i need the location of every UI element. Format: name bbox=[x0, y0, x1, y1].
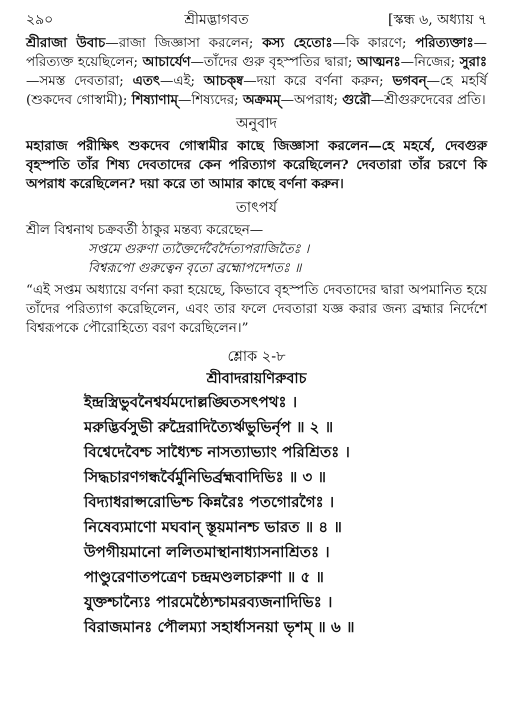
synonym-meaning: তাঁদের গুরু বৃহস্পতির দ্বারা; bbox=[203, 55, 353, 70]
synonym-meaning: হে মহর্ষি (শুকদেব গোস্বামী); bbox=[26, 74, 488, 108]
sloka-line: ইন্দ্রস্ত্রিভুবনৈশ্বর্যমদোল্লঙ্ঘিতসৎপথঃ । bbox=[84, 393, 298, 411]
synonym-term: আচক্ষ্ব bbox=[203, 73, 244, 89]
synonym-meaning: দয়া করে বর্ণনা করুন; bbox=[256, 74, 384, 89]
translation-text: মহারাজ পরীক্ষিৎ শুকদেব গোস্বামীর কাছে জিজ্ঞাসা করলেন—হে মহর্ষে, দেবগুরু বৃহস্পতি তাঁর শিষ্য দেবতাদের কেন পরিত্যাগ করেছিলেন? দেবতারা তাঁর চরণে কি অপরাধ করেছিলেন? দয়া করে তা আমার কাছে বর্ণনা করুন। bbox=[26, 138, 487, 192]
sloka-line: মরুদ্ভির্বসুভী রুদ্রৈরাদিত্যৈর্ঋভুভির্নৃপ ॥ ২ ॥ bbox=[84, 418, 334, 436]
synonym-term: অক্রমম্ bbox=[242, 92, 281, 108]
purport-quoted-verse bbox=[88, 240, 487, 278]
sloka-line: বিশ্বেদেবৈশ্চ সাধ্যৈশ্চ নাসত্যাভ্যাং পরিশ্রিতঃ । bbox=[84, 443, 350, 461]
synonym-meaning: এই; bbox=[173, 74, 196, 89]
synonym-meaning: শিষ্যদের; bbox=[191, 93, 239, 108]
synonym-term: শ্রীরাজা উবাচ bbox=[26, 35, 106, 51]
sloka-line: যুক্তশ্চান্যৈঃ পারমেষ্ঠ্যৈশ্চামরব্যজনাদিভিঃ । bbox=[84, 593, 333, 611]
synonym-meaning: রাজা জিজ্ঞাসা করলেন; bbox=[118, 36, 254, 51]
synonym-meaning: নিজের; bbox=[414, 55, 456, 70]
synonym-term: গুরৌ bbox=[342, 92, 371, 108]
sloka-number: শ্লোক ২-৮ bbox=[227, 349, 286, 365]
synonym-meaning: শ্রীগুরুদেবের প্রতি। bbox=[384, 93, 486, 108]
sloka-verses bbox=[26, 390, 487, 640]
canto-chapter-label: [স্কন্ধ ৬, অধ্যায় ৭ bbox=[388, 12, 487, 28]
synonym-term: আচার্যেণ bbox=[142, 54, 191, 70]
synonym-term: ভগবন্ bbox=[392, 73, 427, 89]
purport-heading: তাৎপর্য bbox=[235, 200, 278, 216]
synonym-term: শিষ্যাণাম্ bbox=[131, 92, 178, 108]
synonym-term: আত্মনঃ bbox=[357, 54, 401, 70]
synonym-term: এতৎ bbox=[132, 73, 160, 89]
synonym-meaning: পরিত্যক্ত হয়েছিলেন; bbox=[26, 55, 138, 70]
sloka-speaker: শ্রীবাদরায়ণিরুবাচ bbox=[206, 370, 307, 387]
sloka-line: সিদ্ধচারণগন্ধর্বৈর্মুনিভির্ব্রহ্মবাদিভিঃ ॥ ৩ ॥ bbox=[84, 468, 326, 486]
sloka-line: বিরাজমানঃ পৌলম্যা সহার্ধাসনয়া ভৃশম্ ॥ ৬ ॥ bbox=[84, 618, 355, 636]
synonym-meaning: সমস্ত দেবতারা; bbox=[39, 74, 124, 89]
purport-text: “এই সপ্তম অধ্যায়ে বর্ণনা করা হয়েছে, কিভাবে বৃহস্পতি দেবতাদের দ্বারা অপমানিত হয়ে তাঁদের পরিত্যাগ করেছিলেন, এবং তার ফলে দেবতারা যজ্ঞ করার জন্য ব্রহ্মার নির্দেশে বিশ্বরূপকে পৌরোহিত্যে বরণ করেছিলেন।” bbox=[26, 283, 487, 336]
sloka-line: পাণ্ডুরেণাতপত্রেণ চন্দ্রমণ্ডলচারুণা ॥ ৫ ॥ bbox=[84, 568, 324, 586]
translation-heading: অনুবাদ bbox=[235, 116, 278, 132]
page-number: ২৯০ bbox=[26, 12, 54, 28]
synonym-meaning: কি কারণে; bbox=[345, 36, 407, 51]
synonym-meaning: অপরাধ; bbox=[294, 93, 338, 108]
sloka-line: বিদ্যাধরাপ্সরোভিশ্চ কিন্নরৈঃ পতগোরগৈঃ । bbox=[84, 493, 335, 511]
sloka-line: উপগীয়মানো ললিতমাস্থানাধ্যাসনাশ্রিতঃ । bbox=[84, 543, 330, 561]
synonym-term: পরিত্যক্তাঃ bbox=[415, 35, 474, 51]
quoted-verse-line: বিশ্বরূপো গুরুত্বেন বৃতো ব্রহ্মোপদেশতঃ ॥ bbox=[88, 261, 302, 276]
quoted-verse-line: সপ্তমে গুরুণা ত্যক্তৈর্দেবৈর্দৈত্যপরাজিতৈঃ । bbox=[88, 242, 310, 257]
synonym-term: কস্য হেতোঃ bbox=[262, 35, 333, 51]
word-synonyms: শ্রীরাজা উবাচ—রাজা জিজ্ঞাসা করলেন; কস্য হেতোঃ—কি কারণে; পরিত্যক্তাঃ—পরিত্যক্ত হয়েছিলেন; আচার্যেণ—তাঁদের গুরু বৃহস্পতির দ্বারা; আত্মনঃ—নিজের; সুরাঃ—সমস্ত দেবতারা; এতৎ—এই; আচক্ষ্ব—দয়া করে বর্ণনা করুন; ভগবন্—হে মহর্ষি (শুকদেব গোস্বামী); শিষ্যাণাম্—শিষ্যদের; অক্রমম্—অপরাধ; গুরৌ—শ্রীগুরুদেবের প্রতি। bbox=[26, 35, 488, 108]
page-header bbox=[26, 8, 487, 30]
synonym-term: সুরাঃ bbox=[459, 54, 487, 70]
purport-intro: শ্রীল বিশ্বনাথ চক্রবর্তী ঠাকুর মন্তব্য করেছেন— bbox=[26, 223, 264, 238]
sloka-line: নিষেব্যমাণো মঘবান্ স্তূয়মানশ্চ ভারত ॥ ৪ ॥ bbox=[84, 518, 342, 536]
book-title: শ্রীমদ্ভাগবত bbox=[184, 12, 249, 28]
